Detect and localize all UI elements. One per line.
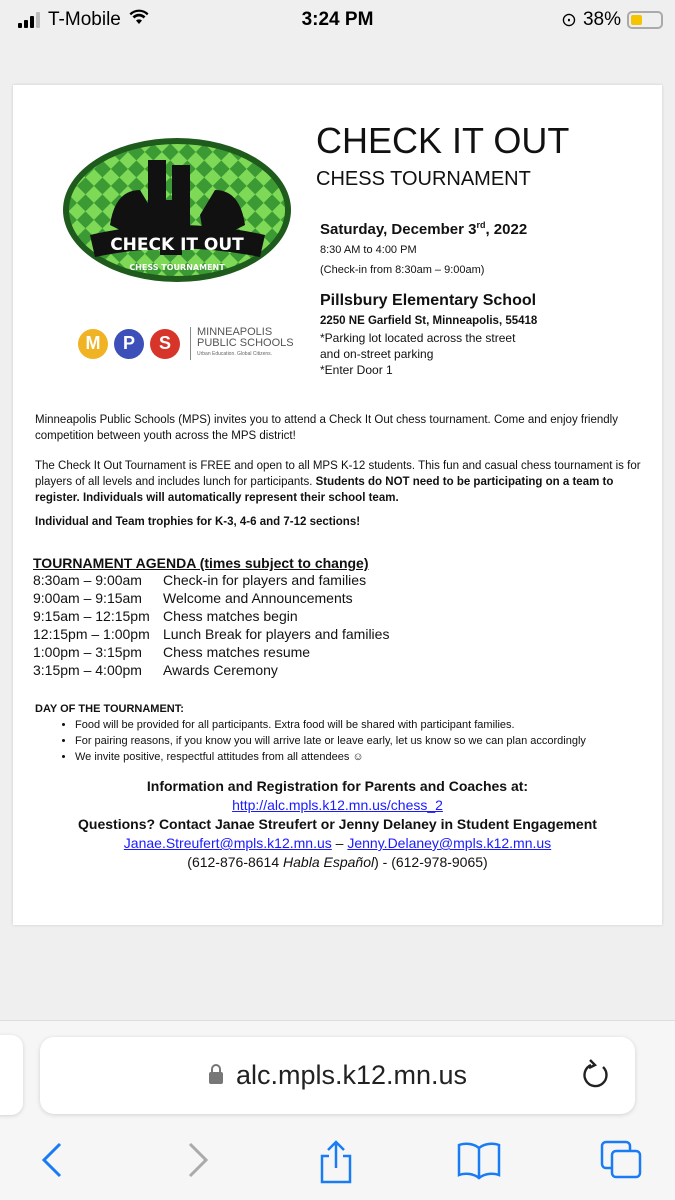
parking-note-1: *Parking lot located across the street xyxy=(320,331,516,345)
agenda-row: 1:00pm – 3:15pm Chess matches resume xyxy=(33,644,311,660)
mps-p-circle: P xyxy=(114,329,144,359)
venue-address: 2250 NE Garfield St, Minneapolis, 55418 xyxy=(320,315,538,327)
door-note: *Enter Door 1 xyxy=(320,363,393,377)
mps-name: MINNEAPOLIS PUBLIC SCHOOLS Urban Education. Global Citizens. xyxy=(190,327,294,360)
wifi-icon xyxy=(129,9,149,31)
lock-icon xyxy=(208,1060,224,1091)
registration-link[interactable]: http://alc.mpls.k12.mn.us/chess_2 xyxy=(232,797,443,813)
mps-logo xyxy=(78,327,294,360)
svg-text:CHESS TOURNAMENT: CHESS TOURNAMENT xyxy=(129,263,225,272)
list-item: • For pairing reasons, if you know you will arrive late or leave early, let us know so we can plan accordingly xyxy=(75,733,586,749)
event-date: Saturday, December 3rd, 2022 xyxy=(320,220,528,238)
agenda xyxy=(33,555,389,680)
mps-m-circle: M xyxy=(78,329,108,359)
info-heading: Information and Registration for Parents and Coaches at: xyxy=(146,778,529,794)
agenda-row: 8:30am – 9:00am Check-in for players and families xyxy=(33,572,367,588)
event-time: 8:30 AM to 4:00 PM xyxy=(320,244,417,256)
tabs-icon[interactable] xyxy=(600,1140,644,1185)
battery-percent: 38% xyxy=(582,9,621,30)
checkin-time: (Check-in from 8:30am – 9:00am) xyxy=(320,264,485,276)
trophies-note: Individual and Team trophies for K-3, 4-6 and 7-12 sections! xyxy=(35,516,361,528)
day-of-tournament xyxy=(35,703,586,765)
back-icon[interactable] xyxy=(40,1140,64,1185)
clock: 3:24 PM xyxy=(301,9,374,30)
check-it-out-logo xyxy=(60,135,295,285)
day-title: DAY OF THE TOURNAMENT: xyxy=(35,703,184,715)
free-paragraph: The Check It Out Tournament is FREE and open to all MPS K-12 students. This fun and casual chess tournament is for players of all levels and includes lunch for participants. Students do NOT need to be participating on a team to register. Individuals will automatically represent their school team. xyxy=(35,460,641,504)
email-link-jenny[interactable]: Jenny.Delaney@mpls.k12.mn.us xyxy=(347,835,552,851)
url-text: alc.mpls.k12.mn.us xyxy=(235,1060,468,1090)
contact-info: Information and Registration for Parents and Coaches at: http://alc.mpls.k12.mn.us/chess_2 Questions? Contact Janae Streufert or Jenny Delaney in Student Engagement Janae.Streufert@mpls.k12.mn.us – Jenny.Delaney@mpls.k12.mn.us (612-876-8614 Habla Español) - (612-978-9065) xyxy=(13,777,662,872)
agenda-row: 9:00am – 9:15am Welcome and Announcements xyxy=(33,590,353,606)
mps-s-circle: S xyxy=(150,329,180,359)
venue-name: Pillsbury Elementary School xyxy=(320,292,537,309)
agenda-title: TOURNAMENT AGENDA (times subject to change) xyxy=(33,555,369,571)
agenda-row: 12:15pm – 1:00pm Lunch Break for players and families xyxy=(33,626,390,642)
list-item: • Food will be provided for all participants. Extra food will be shared with participant families. xyxy=(75,717,586,733)
previous-tab-card[interactable] xyxy=(0,1035,23,1115)
intro-paragraph: Minneapolis Public Schools (MPS) invites you to attend a Check It Out chess tournament. Come and enjoy friendly competition between youth across the MPS district! xyxy=(35,414,618,442)
parking-note-2: and on-street parking xyxy=(320,347,434,361)
bookmarks-icon[interactable] xyxy=(456,1140,502,1185)
agenda-row: 3:15pm – 4:00pm Awards Ceremony xyxy=(33,662,278,678)
list-item: • We invite positive, respectful attitudes from all attendees ☺ xyxy=(75,749,586,765)
share-icon[interactable] xyxy=(318,1140,354,1189)
flyer-title: CHECK IT OUT xyxy=(316,120,570,161)
signal-icon xyxy=(18,12,40,28)
reload-icon[interactable] xyxy=(581,1057,611,1098)
email-link-janae[interactable]: Janae.Streufert@mpls.k12.mn.us xyxy=(123,835,332,851)
phone-numbers: (612-876-8614 Habla Español) - (612-978-9065) xyxy=(187,854,488,870)
svg-text:CHECK IT OUT: CHECK IT OUT xyxy=(110,235,244,255)
agenda-row: 9:15am – 12:15pm Chess matches begin xyxy=(33,608,298,624)
forward-icon[interactable] xyxy=(186,1140,210,1185)
rotation-lock-icon: ⊙ xyxy=(561,9,577,31)
battery-icon xyxy=(627,11,663,29)
status-bar xyxy=(0,0,675,40)
bottom-toolbar xyxy=(0,1125,675,1200)
carrier: T-Mobile xyxy=(48,9,121,30)
flyer-subtitle: CHESS TOURNAMENT xyxy=(316,168,531,190)
address-bar[interactable] xyxy=(40,1037,635,1114)
questions-line: Questions? Contact Janae Streufert or Jenny Delaney in Student Engagement xyxy=(78,816,597,832)
